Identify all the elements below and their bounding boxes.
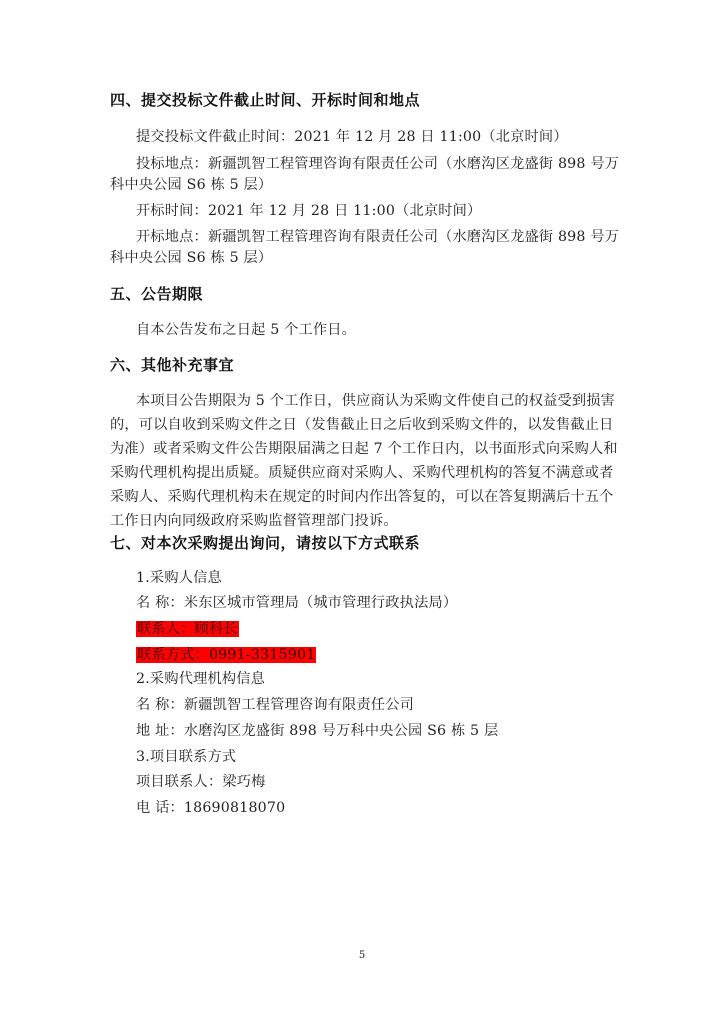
- paragraph-line: 采购人、采购代理机构未在规定的时间内作出答复的，可以在答复期满后十五个: [110, 489, 614, 505]
- bid-location-line-cont: 科中央公园 S6 栋 5 层）: [110, 177, 273, 193]
- purchaser-phone-line: [136, 644, 316, 664]
- agency-info-title: 2.采购代理机构信息: [136, 671, 266, 687]
- paragraph-line: 本项目公告期限为 5 个工作日，供应商认为采购文件使自己的权益受到损害: [136, 393, 616, 409]
- page-number: 5: [358, 950, 366, 961]
- section-heading-5: 五、公告期限: [110, 285, 204, 303]
- bid-location-line: 投标地点：新疆凯智工程管理咨询有限责任公司（水磨沟区龙盛街 898 号万: [136, 156, 620, 172]
- highlighted-contact-name: 联系人：顾科长: [137, 621, 238, 637]
- section-heading-6: 六、其他补充事宜: [110, 356, 235, 374]
- bid-deadline-line: 提交投标文件截止时间：2021 年 12 月 28 日 11:00（北京时间）: [136, 129, 568, 145]
- paragraph-line: 采购代理机构提出质疑。质疑供应商对采购人、采购代理机构的答复不满意或者: [110, 465, 614, 481]
- purchaser-contact-line: [136, 618, 239, 638]
- section-heading-7: 七、对本次采购提出询问，请按以下方式联系: [110, 534, 421, 552]
- paragraph-line: 为准）或者采购文件公告期限届满之日起 7 个工作日内，以书面形式向采购人和: [110, 441, 618, 457]
- purchaser-name-line: 名 称：米东区城市管理局（城市管理行政执法局）: [136, 595, 458, 611]
- opening-location-line: 开标地点：新疆凯智工程管理咨询有限责任公司（水磨沟区龙盛街 898 号万: [136, 229, 620, 245]
- paragraph-line: 工作日内向同级政府采购监督管理部门投诉。: [110, 513, 398, 529]
- agency-address-line: 地 址：水磨沟区龙盛街 898 号万科中央公园 S6 栋 5 层: [136, 723, 499, 739]
- notice-period-line: 自本公告发布之日起 5 个工作日。: [136, 322, 357, 338]
- paragraph-line: 的，可以自收到采购文件之日（发售截止日之后收到采购文件的，以发售截止日: [110, 417, 614, 433]
- opening-location-line-cont: 科中央公园 S6 栋 5 层）: [110, 250, 273, 266]
- project-contact-person-line: 项目联系人：梁巧梅: [136, 774, 266, 790]
- project-phone-line: 电 话：18690818070: [136, 800, 286, 816]
- section-heading-4: 四、提交投标文件截止时间、开标时间和地点: [110, 91, 421, 109]
- agency-name-line: 名 称：新疆凯智工程管理咨询有限责任公司: [136, 697, 415, 713]
- purchaser-info-title: 1.采购人信息: [136, 570, 222, 586]
- opening-time-line: 开标时间：2021 年 12 月 28 日 11:00（北京时间）: [136, 203, 482, 219]
- project-contact-title: 3.项目联系方式: [136, 749, 237, 765]
- highlighted-contact-phone: 联系方式：0991-3315901: [137, 647, 316, 663]
